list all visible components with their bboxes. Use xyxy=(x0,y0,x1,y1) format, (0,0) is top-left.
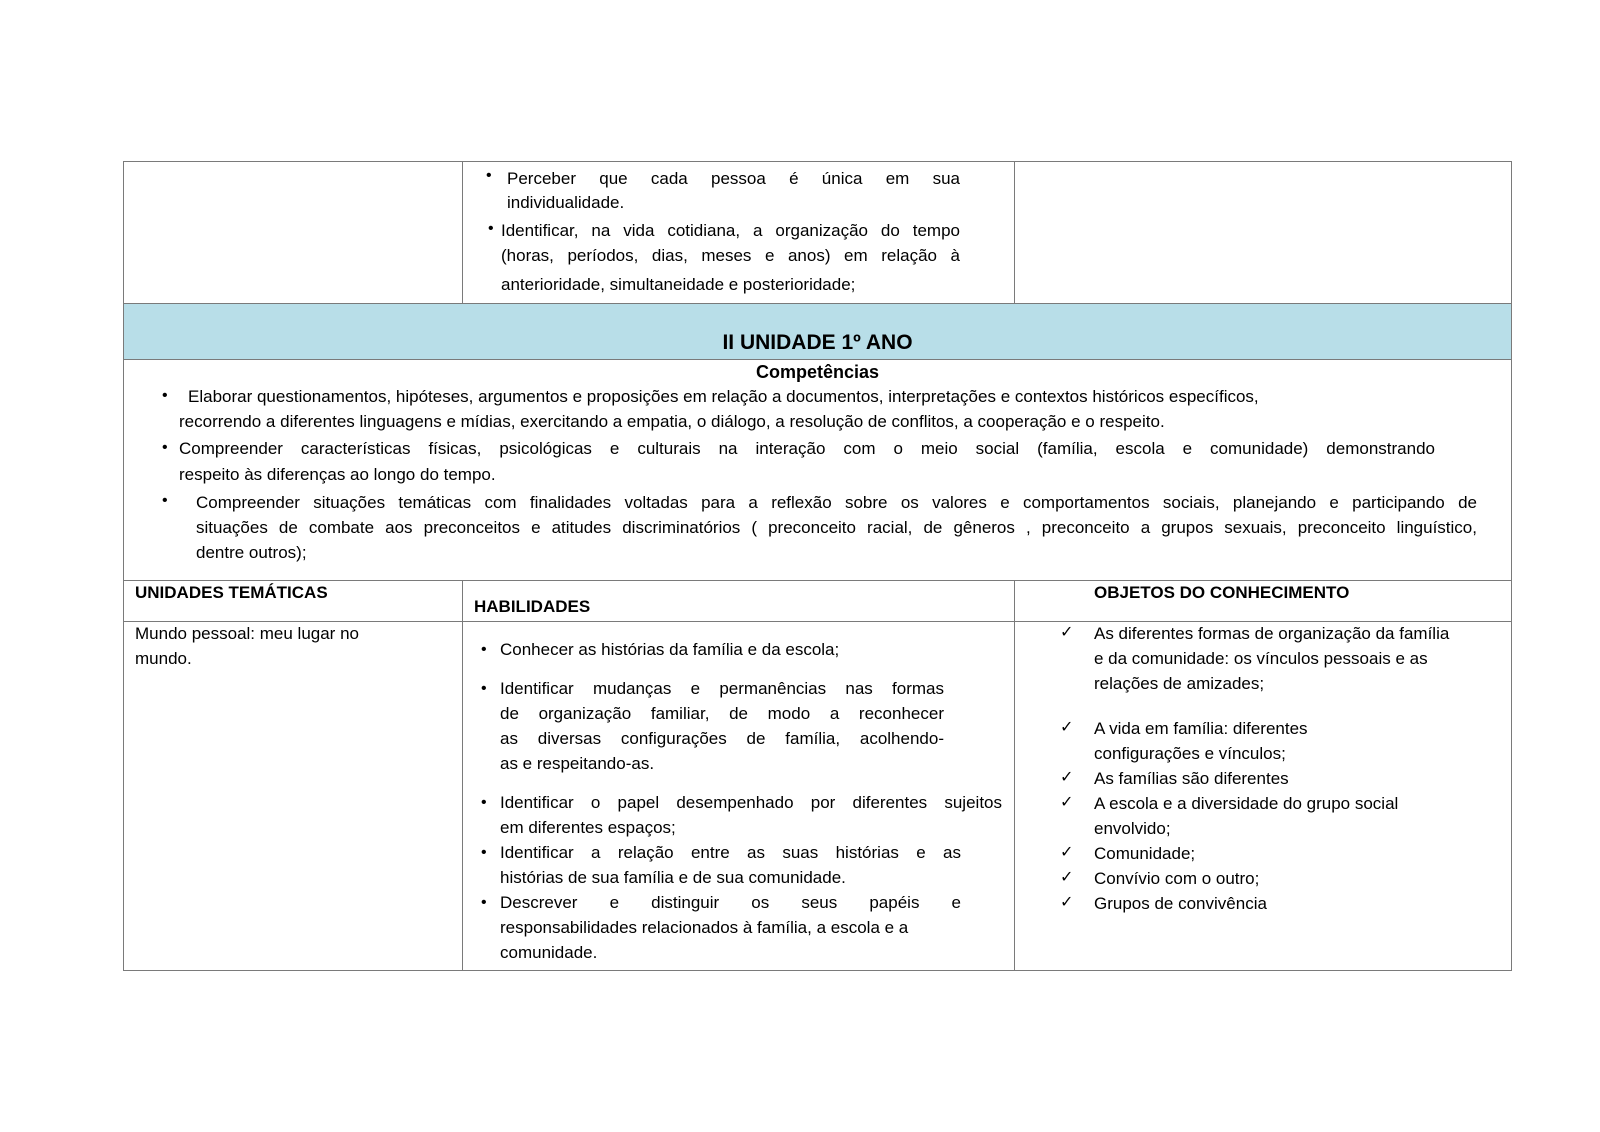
check-icon: ✓ xyxy=(1060,794,1074,811)
habilidade-text-line: Identificar a relação entre as suas histórias e as xyxy=(500,843,961,862)
competencia-bullet: • xyxy=(162,387,168,404)
objeto-text-line: A escola e a diversidade do grupo social xyxy=(1094,794,1399,813)
competencia-bullet: • xyxy=(162,492,168,509)
check-icon: ✓ xyxy=(1060,869,1074,886)
check-icon: ✓ xyxy=(1060,624,1074,641)
habilidade-bullet: • xyxy=(481,894,487,911)
skill-text-line: (horas, períodos, dias, meses e anos) em relação à xyxy=(501,246,960,265)
objeto-text-line: As famílias são diferentes xyxy=(1094,769,1289,788)
unidade-text-line: Mundo pessoal: meu lugar no xyxy=(135,624,359,643)
habilidade-text-line: Identificar mudanças e permanências nas formas xyxy=(500,679,944,698)
skill-bullet: • xyxy=(488,220,494,237)
objeto-text-line: Comunidade; xyxy=(1094,844,1196,863)
habilidade-text-line: responsabilidades relacionados à família, a escola e a xyxy=(500,918,909,937)
objeto-text-line: configurações e vínculos; xyxy=(1094,744,1286,763)
competencia-text-line: respeito às diferenças ao longo do tempo. xyxy=(179,465,496,484)
header-unidades-tematicas: UNIDADES TEMÁTICAS xyxy=(135,583,328,602)
competencia-text-line: Compreender situações temáticas com finalidades voltadas para a reflexão sobre os valores e comportamentos sociais, planejando e participando de xyxy=(196,493,1477,512)
competencia-text-line: dentre outros); xyxy=(196,543,307,562)
column-divider xyxy=(1014,580,1015,971)
skill-text-line: Perceber que cada pessoa é única em sua xyxy=(507,169,960,188)
habilidade-bullet: • xyxy=(481,794,487,811)
check-icon: ✓ xyxy=(1060,719,1074,736)
habilidade-text-line: de organização familiar, de modo a reconhecer xyxy=(500,704,944,723)
competencia-text-line: situações de combate aos preconceitos e atitudes discriminatórios ( preconceito racial, de gêneros , preconceito a grupos sexuais, preconceito linguístico, xyxy=(196,518,1477,537)
habilidade-bullet: • xyxy=(481,844,487,861)
habilidade-text-line: as diversas configurações de família, acolhendo- xyxy=(500,729,944,748)
habilidade-bullet: • xyxy=(481,680,487,697)
skill-text-line: anterioridade, simultaneidade e posterioridade; xyxy=(501,275,856,294)
competencia-text-line: Elaborar questionamentos, hipóteses, argumentos e proposições em relação a documentos, interpretações e contextos históricos específicos, xyxy=(188,387,1259,406)
competencia-text-line: Compreender características físicas, psicológicas e culturais na interação com o meio social (família, escola e comunidade) demonstrando xyxy=(179,439,1435,458)
objeto-text-line: A vida em família: diferentes xyxy=(1094,719,1308,738)
header-objetos-conhecimento: OBJETOS DO CONHECIMENTO xyxy=(1094,583,1350,602)
check-icon: ✓ xyxy=(1060,844,1074,861)
objeto-text-line: relações de amizades; xyxy=(1094,674,1265,693)
habilidade-text-line: Identificar o papel desempenhado por diferentes sujeitos xyxy=(500,793,1002,812)
skill-text-line: individualidade. xyxy=(507,193,625,212)
objeto-text-line: Convívio com o outro; xyxy=(1094,869,1260,888)
habilidade-text-line: Conhecer as histórias da família e da escola; xyxy=(500,640,840,659)
habilidade-text-line: em diferentes espaços; xyxy=(500,818,676,837)
unit-title: II UNIDADE 1º ANO xyxy=(722,331,913,354)
skill-text-line: Identificar, na vida cotidiana, a organização do tempo xyxy=(501,221,960,240)
habilidade-text-line: as e respeitando-as. xyxy=(500,754,655,773)
habilidade-text-line: comunidade. xyxy=(500,943,598,962)
row-divider xyxy=(124,303,1511,304)
column-divider xyxy=(462,580,463,971)
objeto-text-line: envolvido; xyxy=(1094,819,1171,838)
objeto-text-line: e da comunidade: os vínculos pessoais e as xyxy=(1094,649,1428,668)
unidade-text-line: mundo. xyxy=(135,649,192,668)
objeto-text-line: Grupos de convivência xyxy=(1094,894,1267,913)
competencia-bullet: • xyxy=(162,439,168,456)
objeto-text-line: As diferentes formas de organização da família xyxy=(1094,624,1450,643)
habilidade-text-line: Descrever e distinguir os seus papéis e xyxy=(500,893,961,912)
check-icon: ✓ xyxy=(1060,894,1074,911)
habilidade-bullet: • xyxy=(481,641,487,658)
habilidade-text-line: histórias de sua família e de sua comunidade. xyxy=(500,868,846,887)
competencias-title: Competências xyxy=(755,362,880,382)
skill-bullet: • xyxy=(486,167,492,184)
header-habilidades: HABILIDADES xyxy=(474,597,591,616)
curriculum-table xyxy=(123,161,1512,971)
competencia-text-line: recorrendo a diferentes linguagens e mídias, exercitando a empatia, o diálogo, a resolução de conflitos, a cooperação e o respeito. xyxy=(179,412,1165,431)
column-divider xyxy=(462,162,463,303)
check-icon: ✓ xyxy=(1060,769,1074,786)
column-divider xyxy=(1014,162,1015,303)
